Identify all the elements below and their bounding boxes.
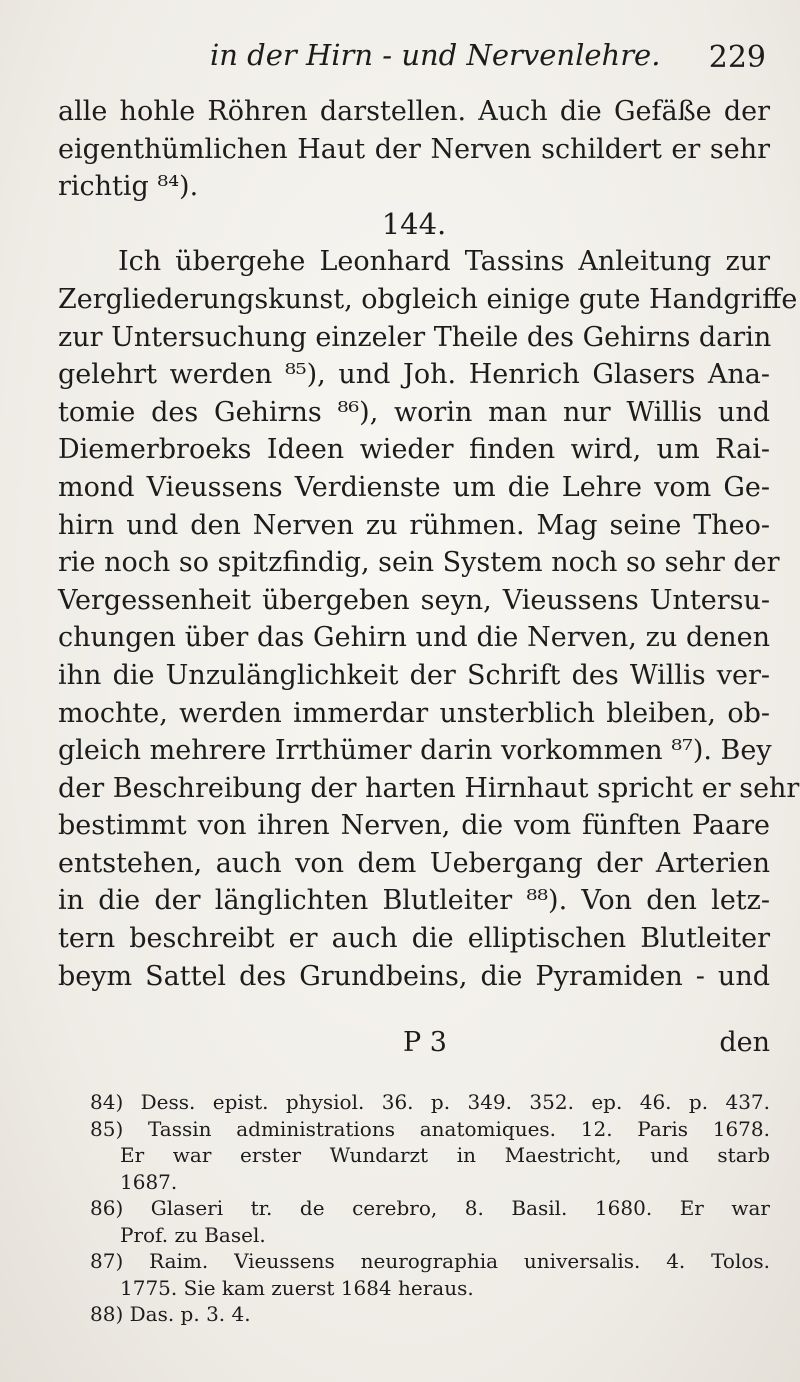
- text-line: tern beschreibt er auch die elliptischen Blutleiter: [58, 923, 770, 955]
- text-line: entstehen, auch von dem Uebergang der Arterien: [58, 847, 770, 879]
- footnote: 84) Dess. epist. physiol. 36. p. 349. 352. ep. 46. p. 437.: [90, 1090, 770, 1114]
- footnote-continuation: Er war erster Wundarzt in Maestricht, und starb: [120, 1143, 770, 1167]
- text-line: alle hohle Röhren darstellen. Auch die Gefäße der: [58, 96, 770, 127]
- catchword: den: [719, 1027, 770, 1058]
- text-line: gelehrt werden ⁸⁵), und Joh. Henrich Glasers Ana-: [58, 359, 770, 391]
- text-line: Vergessenheit übergeben seyn, Vieussens Untersu-: [58, 584, 770, 616]
- text-line: eigenthümlichen Haut der Nerven schildert er sehr: [58, 133, 770, 165]
- text-line: tomie des Gehirns ⁸⁶), worin man nur Willis und: [58, 396, 770, 428]
- section-number: 144.: [381, 206, 447, 241]
- page-number: 229: [708, 40, 766, 75]
- footnotes: [90, 1089, 770, 1328]
- text-line: rie noch so spitzfindig, sein System noch so sehr der: [58, 547, 780, 579]
- text-line: beym Sattel des Grundbeins, die Pyramiden - und: [58, 960, 770, 992]
- text-line: ihn die Unzulänglichkeit der Schrift des Willis ver-: [58, 659, 770, 691]
- body-text: [58, 93, 800, 995]
- footnote: 87) Raim. Vieussens neurographia universalis. 4. Tolos.: [90, 1249, 770, 1273]
- running-title: in der Hirn - und Nervenlehre.: [210, 38, 661, 72]
- signature-line: [58, 1027, 770, 1065]
- signature-mark: P 3: [403, 1027, 447, 1058]
- text-line: zur Untersuchung einzeler Theile des Gehirns darin: [58, 321, 772, 353]
- footnote: 86) Glaseri tr. de cerebro, 8. Basil. 1680. Er war: [90, 1196, 770, 1220]
- text-line: chungen über das Gehirn und die Nerven, zu denen: [58, 622, 770, 654]
- text-line: hirn und den Nerven zu rühmen. Mag seine Theo-: [58, 509, 770, 541]
- text-line: gleich mehrere Irrthümer darin vorkommen ⁸⁷). Bey: [58, 735, 772, 767]
- text-line: der Beschreibung der harten Hirnhaut spricht er sehr: [58, 772, 800, 804]
- footnote-continuation: Prof. zu Basel.: [120, 1222, 266, 1247]
- text-line: mond Vieussens Verdienste um die Lehre vom Ge-: [58, 471, 770, 503]
- text-line: mochte, werden immerdar unsterblich bleiben, ob-: [58, 697, 770, 729]
- text-line: Diemerbroeks Ideen wieder finden wird, um Rai-: [58, 434, 770, 466]
- text-line: richtig ⁸⁴).: [58, 171, 199, 203]
- footnote-continuation: 1687.: [120, 1169, 178, 1194]
- text-line: Zergliederungskunst, obgleich einige gute Handgriffe: [58, 283, 798, 315]
- footnote: 85) Tassin administrations anatomiques. 12. Paris 1678.: [90, 1116, 770, 1141]
- footnote: 88) Das. p. 3. 4.: [90, 1302, 251, 1326]
- running-head: [60, 38, 766, 78]
- footnote-continuation: 1775. Sie kam zuerst 1684 heraus.: [120, 1275, 474, 1300]
- text-line: Ich übergehe Leonhard Tassins Anleitung zur: [118, 246, 770, 278]
- text-line: bestimmt von ihren Nerven, die vom fünften Paare: [58, 810, 770, 842]
- text-line: in die der länglichten Blutleiter ⁸⁸). Von den letz-: [58, 885, 770, 917]
